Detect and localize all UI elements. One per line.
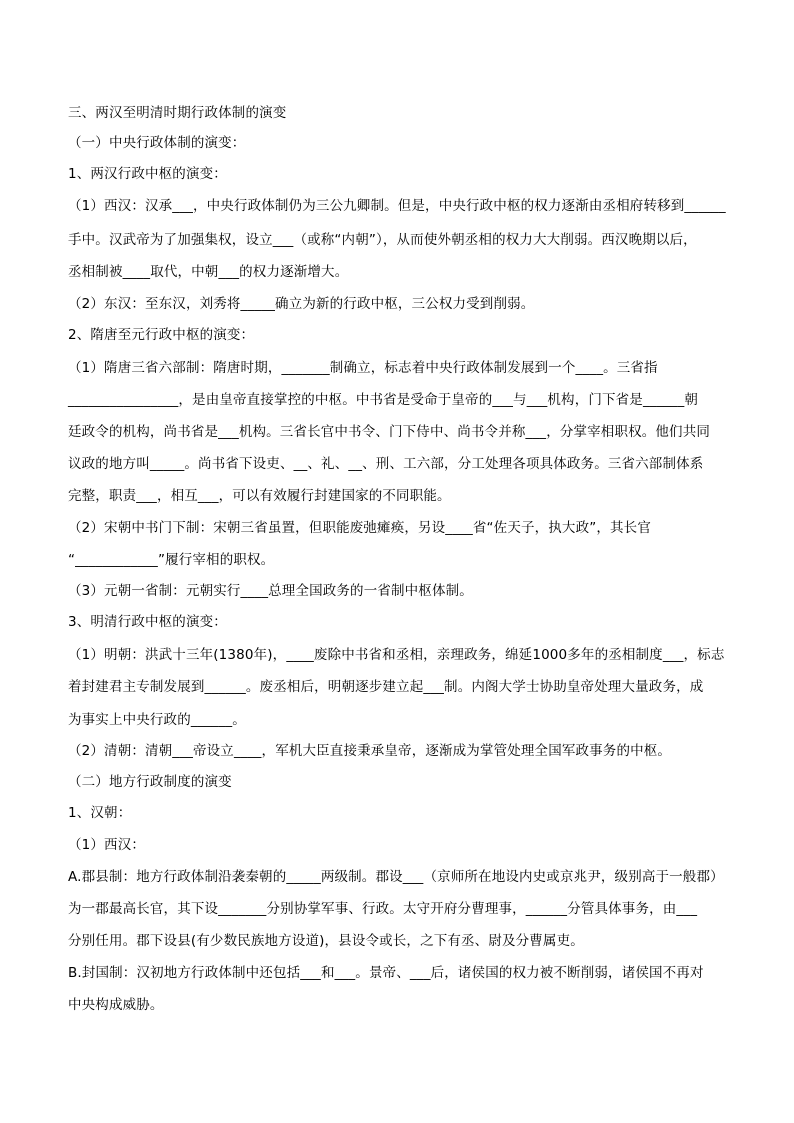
text-line: “____________”履行宰相的职权。 — [68, 552, 275, 568]
text-line: 丞相制被____取代，中朝___的权力逐渐增大。 — [68, 264, 349, 280]
text-line: （1）隋唐三省六部制：隋唐时期，_______制确立，标志着中央行政体制发展到一个____。三省指 — [68, 360, 658, 376]
item-heading: 3、明清行政中枢的演变： — [68, 614, 227, 630]
text-line: B.封国制：汉初地方行政体制中还包括___和___。景帝、___后，诸侯国的权力被不断削弱，诸侯国不再对 — [68, 965, 704, 981]
item-heading: 2、隋唐至元行政中枢的演变： — [68, 327, 255, 343]
text-line: 手中。汉武帝为了加强集权，设立___（或称“内朝”），从而使外朝丞相的权力大大削弱。西汉晚期以后， — [68, 232, 697, 248]
text-line: 议政的地方叫_____。尚书省下设吏、__、礼、__、刑、工六部，分工处理各项具体政务。三省六部制体系 — [68, 456, 704, 472]
text-line: 廷政令的机构，尚书省是___机构。三省长官中书令、门下侍中、尚书令并称___，分掌宰相职权。他们共同 — [68, 424, 710, 440]
text-line: （2）东汉：至东汉，刘秀将_____确立为新的行政中枢，三公权力受到削弱。 — [68, 296, 535, 312]
text-line: 分别任用。郡下设县(有少数民族地方设道)，县设令或长，之下有丞、尉及分曹属吏。 — [68, 933, 584, 949]
text-line: ________________，是由皇帝直接掌控的中枢。中书省是受命于皇帝的___与___机构，门下省是______朝 — [68, 392, 698, 408]
text-line: A.郡县制：地方行政体制沿袭秦朝的_____两级制。郡设___（京师所在地设内史或京兆尹，级别高于一般郡） — [68, 869, 724, 885]
text-line: （2）清朝：清朝___帝设立____，军机大臣直接秉承皇帝，逐渐成为掌管处理全国军政事务的中枢。 — [68, 743, 672, 759]
text-line: （2）宋朝中书门下制：宋朝三省虽置，但职能废弛瘫痪，另设____省“佐天子，执大政”，其长官 — [68, 520, 651, 536]
text-line: （1）西汉： — [68, 837, 145, 853]
section-heading: 三、两汉至明清时期行政体制的演变 — [68, 105, 287, 121]
text-line: （1）明朝：洪武十三年(1380年)，____废除中书省和丞相，亲理政务，绵延1000多年的丞相制度___，标志 — [68, 647, 725, 663]
subsection-heading: （一）中央行政体制的演变： — [68, 135, 246, 151]
text-line: 中央构成威胁。 — [68, 997, 164, 1013]
text-line: （1）西汉：汉承___，中央行政体制仍为三公九卿制。但是，中央行政中枢的权力逐渐由丞相府转移到______ — [68, 198, 726, 214]
item-heading: 1、两汉行政中枢的演变： — [68, 166, 227, 182]
text-line: 着封建君主专制发展到______。废丞相后，明朝逐步建立起___制。内阁大学士协助皇帝处理大量政务，成 — [68, 679, 704, 695]
subsection-heading: （二）地方行政制度的演变 — [68, 774, 232, 790]
text-line: （3）元朝一省制：元朝实行____总理全国政务的一省制中枢体制。 — [68, 583, 473, 599]
text-line: 完整，职责___，相互___，可以有效履行封建国家的不同职能。 — [68, 488, 451, 504]
text-line: 为一郡最高长官，其下设_______分别协掌军事、行政。太守开府分曹理事，______分管具体事务，由___ — [68, 901, 698, 917]
text-line: 为事实上中央行政的______。 — [68, 712, 246, 728]
item-heading: 1、汉朝： — [68, 805, 132, 821]
